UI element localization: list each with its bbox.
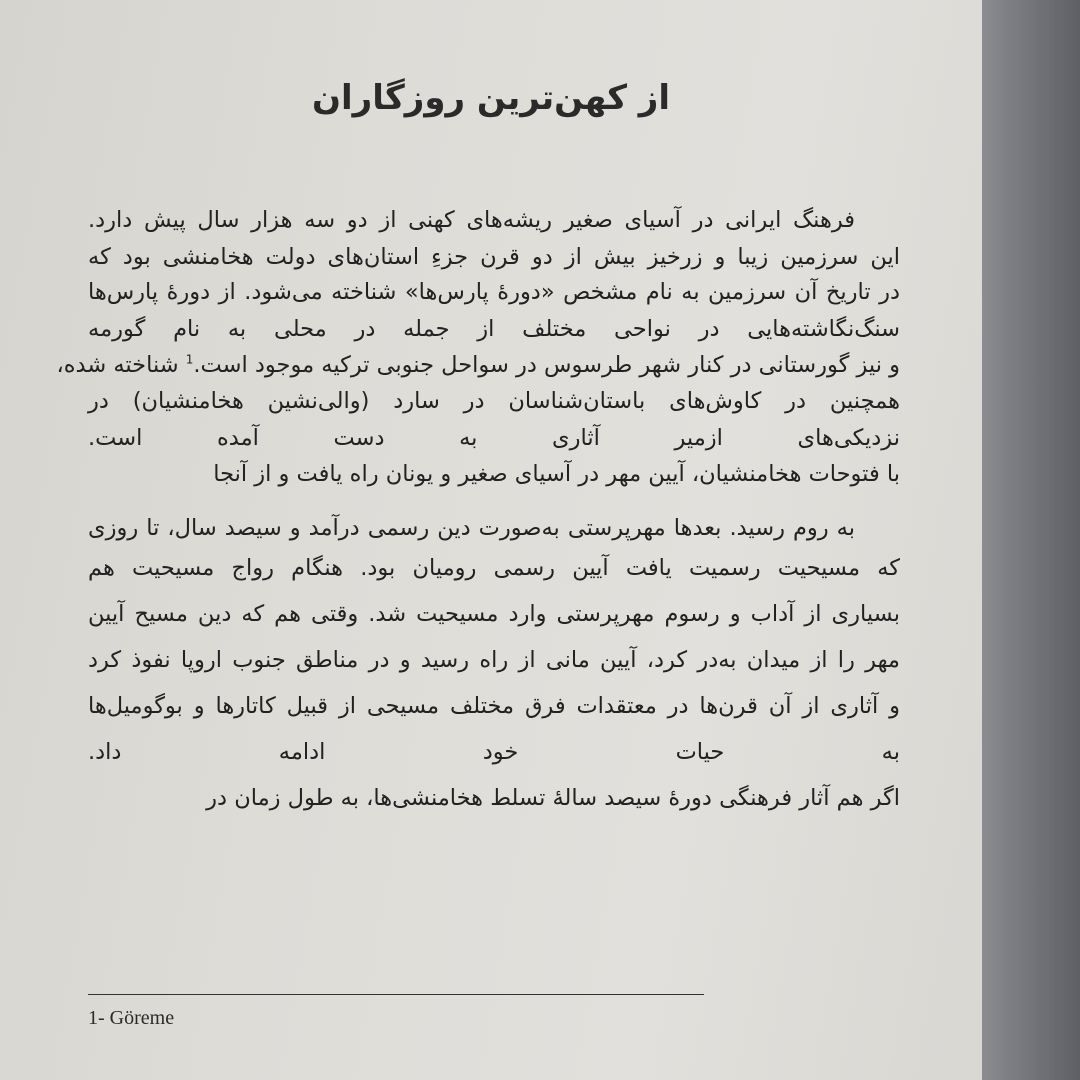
text-line: مهر را از میدان به‌در کرد، آیین مانی از راه رسید و در مناطق جنوب اروپا نفوذ کرد	[88, 647, 900, 673]
text-line	[88, 900, 855, 940]
text-line: فرهنگ ایرانی در آسیای صغیر ریشه‌های کهنی از دو سه هزار سال پیش دارد.	[88, 207, 855, 233]
footnote-divider	[88, 994, 704, 995]
chapter-title: از کهن‌ترین روزگاران	[311, 78, 671, 118]
footnote-marker: 1	[185, 352, 194, 367]
text-line: سنگ‌نگاشته‌هایی در نواحی مختلف از جمله در محلی به نام گورمه	[88, 316, 900, 342]
text-line: و آثاری از آن قرن‌ها در معتقدات فرق مختلف مسیحی از قبیل کاتارها و بوگومیل‌ها	[88, 693, 900, 719]
text-line-segment: و نیز گورستانی در کنار شهر طرسوس در سواحل جنوبی ترکیه موجود است.	[193, 352, 900, 378]
text-line: این سرزمین زیبا و زرخیز بیش از دو قرن جزءِ استان‌های دولت هخامنشی بود که	[88, 244, 900, 270]
text-line-segment: شناخته شده،	[56, 352, 186, 378]
text-line: نزدیکی‌های ازمیر آثاری به دست آمده است.	[88, 425, 900, 451]
text-line: اگر هم آثار فرهنگی دورهٔ سیصد سالهٔ تسلط هخامنشی‌ها، به طول زمان در	[206, 785, 900, 811]
text-line: بسیاری از آداب و رسوم مهرپرستی وارد مسیحیت شد. وقتی هم که دین مسیح آیین	[88, 601, 900, 627]
text-line: که مسیحیت رسمیت یافت آیین رسمی رومیان بود. هنگام رواج مسیحیت هم	[88, 555, 900, 581]
text-line: با فتوحات هخامنشیان، آیین مهر در آسیای صغیر و یونان راه یافت و از آنجا	[213, 461, 900, 487]
text-line: به حیات خود ادامه داد.	[88, 739, 900, 765]
text-line: همچنین در کاوش‌های باستان‌شناسان در سارد (والی‌نشین هخامنشیان) در	[88, 388, 900, 414]
footnote: 1- Göreme	[88, 1007, 175, 1029]
text-line: به روم رسید. بعدها مهرپرستی به‌صورت دین رسمی درآمد و سیصد سال، تا روزی	[88, 515, 855, 541]
page-edge	[982, 0, 1080, 1080]
text-line: در تاریخ آن سرزمین به نام مشخص «دورهٔ پارس‌ها» شناخته می‌شود. از دورهٔ پارس‌ها	[88, 279, 900, 305]
text-line-with-note	[56, 345, 900, 385]
